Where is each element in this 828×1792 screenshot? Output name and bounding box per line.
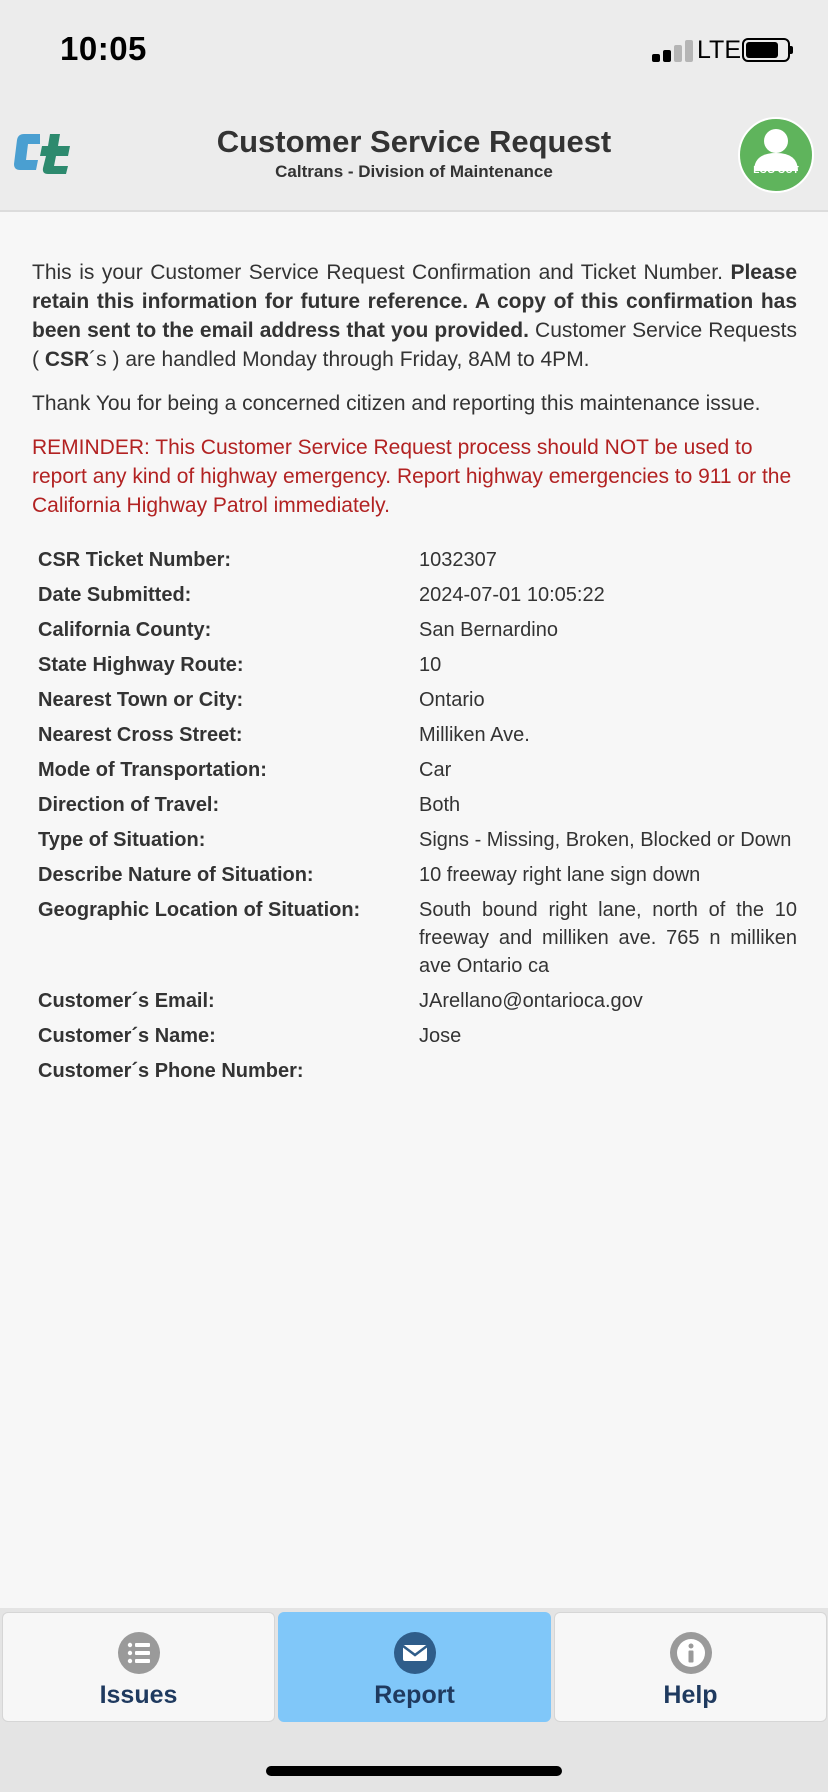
tab-help[interactable] xyxy=(554,1612,827,1722)
logout-label: LOG OUT xyxy=(753,165,799,176)
page-title: Customer Service Request xyxy=(216,124,612,159)
detail-label: Geographic Location of Situation: xyxy=(38,899,361,921)
detail-value: San Bernardino xyxy=(419,619,558,641)
status-time: 10:05 xyxy=(60,30,147,67)
home-area xyxy=(0,1724,828,1792)
detail-row xyxy=(38,1022,797,1057)
detail-label: Type of Situation: xyxy=(38,829,206,851)
detail-label: Customer´s Phone Number: xyxy=(38,1060,304,1082)
detail-row xyxy=(38,581,797,616)
detail-value: 2024-07-01 10:05:22 xyxy=(419,584,605,606)
detail-label: Nearest Town or City: xyxy=(38,689,244,711)
detail-label: Customer´s Email: xyxy=(38,990,215,1012)
list-icon xyxy=(117,1631,161,1675)
envelope-icon xyxy=(393,1631,437,1675)
app-header xyxy=(0,100,828,212)
detail-row xyxy=(38,686,797,721)
hours-text-a: Customer Service Requests ( xyxy=(32,319,797,371)
detail-row xyxy=(38,987,797,1022)
detail-row xyxy=(38,826,797,861)
detail-row xyxy=(38,651,797,686)
info-icon xyxy=(669,1631,713,1675)
ticket-details-table xyxy=(38,546,797,1092)
status-bar xyxy=(0,0,828,100)
detail-row xyxy=(38,1057,797,1092)
detail-label: Date Submitted: xyxy=(38,584,192,606)
thanks-paragraph: Thank You for being a concerned citizen and reporting this maintenance issue. xyxy=(32,392,761,415)
hours-text-b: ´s ) are handled Monday through Friday, 8AM to 4PM. xyxy=(89,348,590,371)
detail-value: Car xyxy=(419,759,452,781)
tab-issues[interactable] xyxy=(2,1612,275,1722)
detail-label: California County: xyxy=(38,619,212,641)
detail-value: Ontario xyxy=(419,689,485,711)
detail-value: 1032307 xyxy=(419,549,497,571)
reminder-paragraph: REMINDER: This Customer Service Request process should NOT be used to report any kind of highway emergency. Report highway emergencies to 911 or the California Highway Patrol immediately. xyxy=(32,436,792,517)
network-type: LTE xyxy=(697,36,741,64)
tab-help-label: Help xyxy=(663,1681,718,1709)
confirmation-content xyxy=(32,258,797,1092)
detail-value: Both xyxy=(419,794,461,816)
detail-row xyxy=(38,616,797,651)
detail-label: Mode of Transportation: xyxy=(38,759,267,781)
detail-row xyxy=(38,791,797,826)
detail-label: Nearest Cross Street: xyxy=(38,724,243,746)
user-icon xyxy=(740,119,812,191)
tab-report[interactable] xyxy=(278,1612,551,1722)
home-indicator[interactable] xyxy=(266,1766,562,1776)
detail-value: South bound right lane, north of the 10 freeway and milliken ave. 765 n milliken ave Ontario ca xyxy=(419,899,797,977)
detail-value: JArellano@ontarioca.gov xyxy=(419,990,643,1012)
csr-abbrev: CSR xyxy=(44,348,90,371)
detail-row xyxy=(38,721,797,756)
detail-value: Signs - Missing, Broken, Blocked or Down xyxy=(419,829,792,851)
detail-label: State Highway Route: xyxy=(38,654,244,676)
intro-text: This is your Customer Service Request Confirmation and Ticket Number. xyxy=(32,261,731,284)
detail-label: Customer´s Name: xyxy=(38,1025,216,1047)
detail-label: Direction of Travel: xyxy=(38,794,220,816)
tab-report-label: Report xyxy=(374,1681,455,1709)
intro-paragraph xyxy=(32,258,797,374)
detail-row xyxy=(38,546,797,581)
detail-value: Milliken Ave. xyxy=(419,724,530,746)
detail-row xyxy=(38,861,797,896)
page-subtitle: Caltrans - Division of Maintenance xyxy=(275,162,553,181)
detail-label: CSR Ticket Number: xyxy=(38,549,232,571)
detail-label: Describe Nature of Situation: xyxy=(38,864,314,886)
detail-value: Jose xyxy=(419,1025,462,1047)
detail-value xyxy=(419,1057,797,1092)
detail-row xyxy=(38,756,797,791)
retain-notice: Please retain this information for future reference. A copy of this confirmation has been sent to the email address that you provided. xyxy=(32,261,797,342)
detail-value: 10 xyxy=(419,654,442,676)
detail-value: 10 freeway right lane sign down xyxy=(419,864,701,886)
bottom-tab-bar xyxy=(0,1608,828,1724)
tab-issues-label: Issues xyxy=(99,1681,178,1709)
detail-row xyxy=(38,896,797,987)
battery-icon xyxy=(742,38,794,62)
logout-button[interactable] xyxy=(738,117,814,193)
